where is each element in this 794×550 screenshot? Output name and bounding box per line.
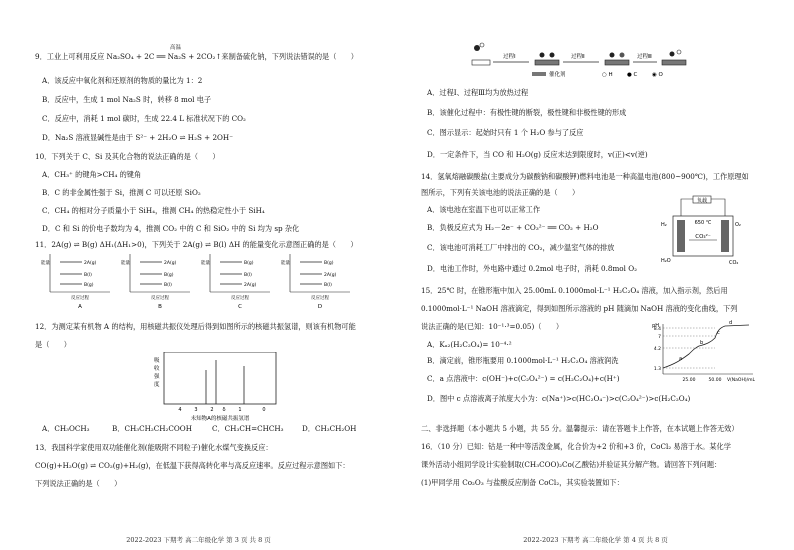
level-label-low: B(l) (164, 283, 172, 288)
product-h (677, 50, 681, 54)
graph-label: B (158, 304, 162, 310)
q13-option-c: C．图示显示：起始时只有 1 个 H₂O 参与了反应 (427, 128, 584, 137)
q9-option-d: D．Na₂S 溶液显碱性是由于 S²⁻ + 2H₂O ⇌ H₂S + 2OH⁻ (42, 133, 233, 142)
o2-in: O₂ (735, 222, 741, 228)
level-label-low: B(l) (324, 283, 332, 288)
catalyst-block-1 (472, 60, 490, 65)
q10-stem: 10．下列关于 C、Si 及其化合物的说法正确的是（ ） (35, 152, 220, 161)
y-tick: 4.2 (653, 347, 661, 352)
step-2: 过程Ⅱ (571, 54, 585, 60)
x-label: 反应过程 (151, 296, 169, 301)
point-d: d (729, 320, 733, 326)
q14-option-d: D．电池工作时，外电路中通过 0.2mol 电子时，消耗 0.8mol O₂ (427, 264, 637, 273)
q14-stem: 14．氢氧熔融碳酸盐(主要成分为碳酸钠和碳酸钾)燃料电池是一种高温电池(800~900℃)，工作原理如 (421, 172, 749, 181)
level-label-mid: B(l) (244, 273, 252, 278)
q14-option-b: B．负极反应式为 H₂－2e⁻ + CO₃²⁻ ══ CO₂ + H₂O (427, 223, 599, 232)
graph-label: D (317, 304, 323, 310)
y-label: 能量 (201, 261, 210, 266)
nmr-ylabel-4: 度 (154, 382, 160, 388)
q11-stem: 11．2A(g) ⇌ B(g) ΔH₁(ΔH₁>0)，下列关于 2A(g) ⇌ B(l) ΔH 的能量变化示意图正确的是（ ） (35, 240, 358, 249)
level-label-mid: 2A(g) (324, 273, 337, 278)
step-3: 过程Ⅲ (637, 54, 652, 60)
q15-titration-curve (645, 320, 755, 386)
x-label: 反应过程 (71, 296, 89, 301)
catalyst-block-3 (605, 60, 629, 65)
level-label-top: 2A(g) (84, 261, 97, 266)
left-footer: 2022-2023 下期考 高二年级化学 第 3 页 共 8 页 (126, 535, 271, 544)
nmr-tick: δ (222, 407, 226, 413)
legend-c: ● C (627, 72, 638, 78)
q14-option-c: C．该电池可消耗工厂中排出的 CO₂，减少温室气体的排放 (427, 243, 615, 252)
energy-graph-a (41, 254, 110, 310)
h2-in: H₂ (661, 222, 667, 228)
q12-option-a: A．CH₃OCH₃ (42, 424, 90, 433)
level-label-mid: B(l) (84, 273, 92, 278)
q12-stem: 12．为测定某有机物 A 的结构，用核磁共振仪处理后得到如图所示的核磁共振氢谱，则该有机物可能 (35, 322, 356, 331)
x-label: 反应过程 (311, 296, 329, 301)
section-2-heading: 二、非选择题（本小题共 5 小题，共 55 分。温馨提示：请在答题卡上作答，在本试题上作答无效） (421, 424, 739, 433)
q9-option-a: A．该反应中氧化剂和还原剂的物质的量比为 1：2 (42, 76, 203, 85)
q13-stem2: CO(g)+H₂O(g) ⇌ CO₂(g)+H₂(g)，在低温下获得高转化率与高反应速率。反应过程示意图如下： (35, 461, 350, 470)
level-label-low: 2A(g) (244, 283, 257, 288)
graph-label: C (238, 304, 242, 310)
y-tick: 8.4 (653, 327, 661, 332)
legend-catalyst: 催化剂 (549, 72, 566, 78)
adsorbed-o-2 (550, 53, 555, 58)
nmr-tick: 1 (238, 407, 242, 413)
nmr-ylabel-2: 收 (154, 366, 160, 372)
q9-option-b: B．反应中，生成 1 mol Na₂S 时，转移 8 mol 电子 (42, 95, 212, 104)
nmr-tick: 3 (194, 407, 198, 413)
ph-curve (663, 325, 749, 368)
adsorbed-c (620, 53, 625, 58)
y-label: 能量 (281, 261, 290, 266)
q13-stem: 13．我国科学家使用双功能催化剂(能吸附不同粒子)催化水煤气变换反应： (35, 443, 273, 452)
temp-label: 650 ℃ (694, 220, 712, 226)
cathode (721, 220, 729, 252)
q15-stem: 15．25℃ 时，在锥形瓶中加入 25.00mL 0.1000mol·L⁻¹ H₂C₂O₄ 溶液，加入指示剂，然后用 (421, 286, 728, 295)
nmr-frame (164, 352, 276, 404)
q15-option-a: A．Kₐ₂(H₂C₂O₄)= 10⁻⁴·² (427, 340, 512, 349)
nmr-ylabel-3: 强 (154, 374, 160, 380)
load-label: 负载 (696, 198, 708, 204)
level-label-top: B(g) (324, 261, 334, 266)
y-tick: 1.3 (653, 367, 661, 372)
nmr-tick: 2 (210, 407, 214, 413)
q16-line2: 课外活动小组同学设计实验制取(CH₃COO)₂Co(乙酸钴)并验证其分解产物。请回答下列问题： (421, 460, 722, 469)
energy-graph-b (121, 254, 190, 310)
x-tick-25: 25.00 (682, 378, 696, 383)
point-b: b (700, 340, 704, 346)
legend-o: ◉ O (652, 72, 663, 78)
nmr-tick: 4 (178, 407, 182, 413)
q13-stem3: 下列说法正确的是（ ） (35, 479, 122, 488)
molecule-o (474, 45, 480, 51)
legend-catalyst-swatch (532, 72, 546, 76)
energy-graph-c (201, 254, 270, 310)
catalyst-block-4 (662, 60, 686, 65)
point-a: a (679, 356, 683, 362)
level-label-mid: B(g) (164, 273, 174, 278)
q14-option-a: A．该电池在室温下也可以正常工作 (427, 205, 541, 214)
molecule-h (480, 43, 484, 47)
q13-option-b: B．该催化过程中：有极性键的断裂，极性键和非极性键的形成 (427, 108, 627, 117)
q10-option-d: D．C 和 Si 的价电子数均为 4，推测 CO₂ 中的 C 和 SiO₂ 中的 Si 均为 sp 杂化 (42, 224, 300, 233)
x-axis-label: V(NaOH)/mL (726, 378, 755, 383)
ion-label: CO₃²⁻ (695, 234, 711, 240)
step-1: 过程Ⅰ (503, 54, 516, 60)
x-tick-50: 50.00 (708, 378, 722, 383)
q15-stem2: 0.1000mol·L⁻¹ NaOH 溶液滴定，得到如图所示溶液的 pH 随滴加 NaOH 溶液的变化曲线，下列 (421, 304, 738, 313)
y-label: 能量 (121, 261, 130, 266)
q9-condition: 高温 (170, 45, 182, 51)
level-label-top: B(g) (244, 261, 254, 266)
ph-label: pH (652, 323, 659, 329)
q14-stem2: 图所示，下列有关该电池的说法正确的是（ ） (421, 188, 580, 197)
q15-option-b: B．滴定前，锥形瓶要用 0.1000mol·L⁻¹ H₂C₂O₄ 溶液润洗 (427, 356, 619, 365)
product-o (670, 52, 675, 57)
nmr-ylabel-1: 吸 (154, 358, 160, 364)
q15-option-d: D．图中 c 点溶液离子浓度大小为：c(Na⁺)>c(HC₂O₄⁻)>c(C₂O₄²⁻)>c(H₂C₂O₄) (427, 394, 691, 403)
wire-right (711, 199, 725, 216)
q12-nmr-spectrum (140, 352, 280, 422)
q13-option-d: D．一定条件下，当 CO 和 H₂O(g) 反应未达到限度时，v(正)<v(逆) (427, 150, 648, 159)
adsorbed-o-1 (540, 53, 545, 58)
wire-left (681, 199, 693, 216)
q12-option-d: D．CH₃CH₂OH (302, 424, 357, 433)
right-page (397, 0, 794, 550)
q14-fuel-cell-diagram (659, 194, 749, 268)
y-tick: 7 (658, 335, 661, 340)
energy-graph-d (281, 254, 350, 310)
nmr-tick: 0 (262, 407, 266, 413)
q10-option-c: C．CH₄ 的相对分子质量小于 SiH₄，推测 CH₄ 的热稳定性小于 SiH₄ (42, 206, 265, 215)
q12-option-c: C．CH₃CH=CHCH₃ (212, 424, 284, 433)
q9-option-c: C．反应中，消耗 1 mol 碳时，生成 22.4 L 标准状况下的 CO₂ (42, 114, 246, 123)
adsorbed-o-3 (610, 53, 615, 58)
h2o-out: H₂O (661, 258, 671, 264)
q15-stem3: 说法正确的是(已知：10⁻¹·³=0.05)（ ） (421, 322, 564, 331)
x-label: 反应过程 (231, 296, 249, 301)
q10-option-a: A．CH₃⁺ 的键角>CH₄ 的键角 (42, 170, 142, 179)
y-label: 能量 (41, 261, 50, 266)
q16-line3: (1)甲同学用 Co₂O₃ 与盐酸反应制备 CoCl₂，其实验装置如下： (421, 478, 624, 487)
anode (677, 220, 685, 252)
q13-option-a: A．过程Ⅰ、过程Ⅲ均为放热过程 (427, 88, 529, 97)
q15-option-c: C．a 点溶液中：c(OH⁻)+c(C₂O₄²⁻) = c(H₂C₂O₄)+c(H⁺) (427, 374, 620, 383)
level-label-top: 2A(g) (164, 261, 177, 266)
graph-label: A (78, 304, 82, 310)
level-label-low: B(g) (84, 283, 94, 288)
nmr-caption: 未知物A的核磁共振氢谱 (190, 416, 250, 422)
q10-option-b: B．C 的非金属性强于 Si，推测 C 可以还原 SiO₂ (42, 188, 201, 197)
q16-line1: 16．（10 分）已知：钴是一种中等活泼金属，化合价为+2 价和+3 价，CoCl₂ 易溶于水。某化学 (421, 442, 731, 451)
q9-stem: 9．工业上可利用反应 Na₂SO₄ + 2C ══ Na₂S + 2CO₂↑来制备硫化钠，下列说法错误的是（ ） (35, 52, 358, 61)
legend-h: ○ H (602, 72, 613, 78)
catalyst-block-2 (535, 60, 559, 65)
right-footer: 2022-2023 下期考 高二年级化学 第 4 页 共 8 页 (523, 535, 668, 544)
q11-energy-graphs (40, 252, 360, 310)
q12-stem2: 是（ ） (35, 340, 71, 349)
co2-out: CO₂ (729, 260, 739, 266)
q12-option-b: B．CH₃CH₂CH₂COOH (112, 424, 192, 433)
point-c: c (717, 330, 720, 336)
q13-reaction-scheme (467, 40, 697, 84)
